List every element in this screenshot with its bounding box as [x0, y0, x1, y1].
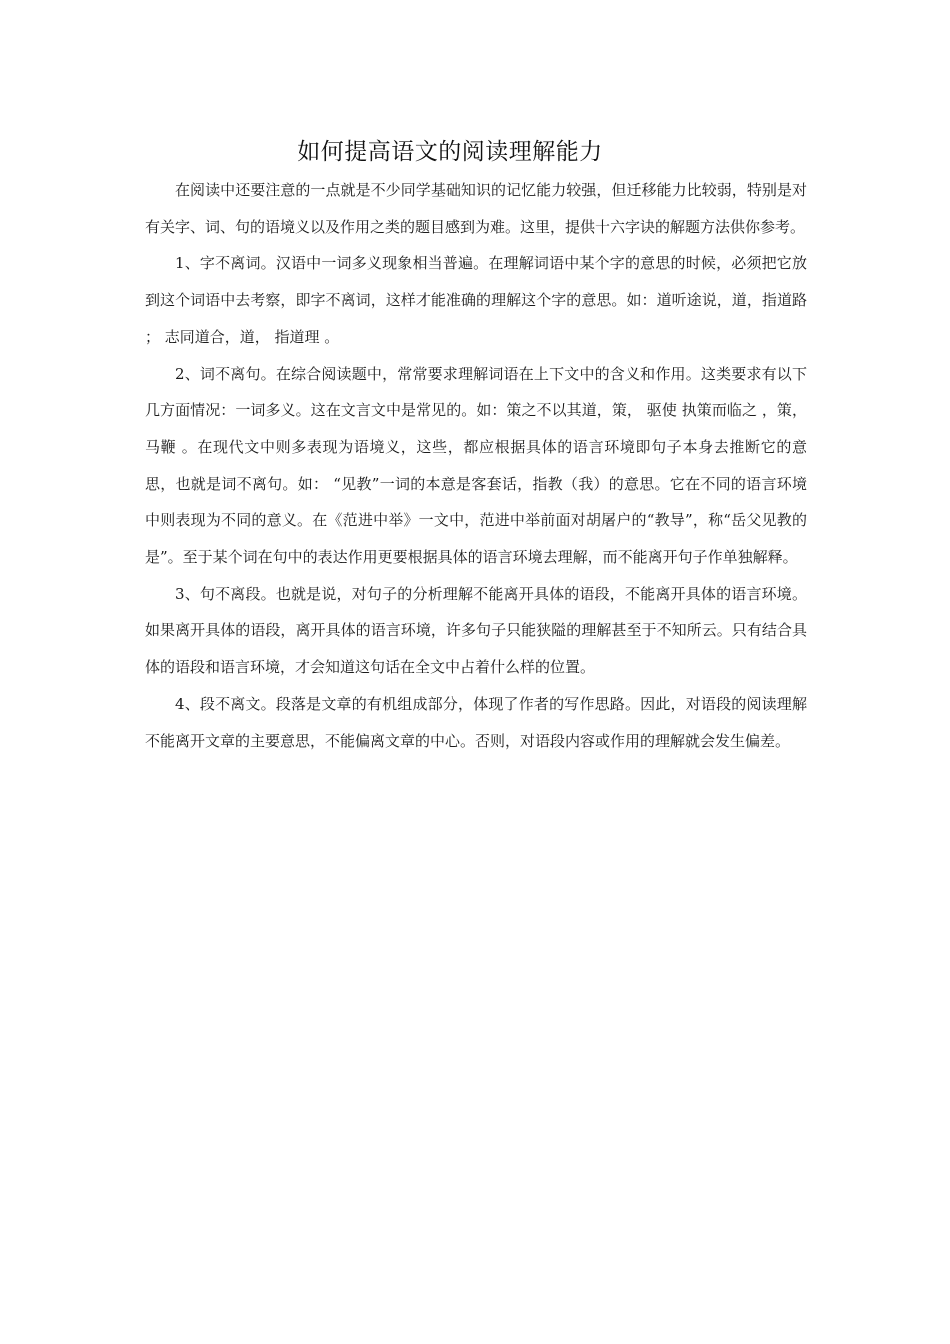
paragraph-word-not-leave-phrase: 1、字不离词。汉语中一词多义现象相当普遍。在理解词语中某个字的意思的时候，必须把它放到这个词语中去考察，即字不离词，这样才能准确的理解这个字的意思。如：道听途说，道，指道路 ； 志同道合，道， 指道理 。: [145, 254, 807, 346]
paragraph-phrase-not-leave-sentence: 2、词不离句。在综合阅读题中，常常要求理解词语在上下文中的含义和作用。这类要求有以下几方面情况：一词多义。这在文言文中是常见的。如：策之不以其道，策， 驱使 执策而临之 ，策，马鞭 。在现代文中则多表现为语境义，这些，都应根据具体的语言环境即句子本身去推断它的意思，也就是词不离句。如： “见教”一词的本意是客套话，指教（我）的意思。它在不同的语言环境中则表现为不同的意义。在《范进中举》一文中，范进中举前面对胡屠户的“教导”，称“岳父见教的是”。至于某个词在句中的表达作用更要根据具体的语言环境去理解，而不能离开句子作单独解释。: [145, 364, 807, 567]
intro-paragraph: 在阅读中还要注意的一点就是不少同学基础知识的记忆能力较强，但迁移能力比较弱，特别是对有关字、词、句的语境义以及作用之类的题目感到为难。这里，提供十六字诀的解题方法供你参考。: [145, 181, 807, 236]
paragraph-section-not-leave-text: 4、段不离文。段落是文章的有机组成部分，体现了作者的写作思路。因此，对语段的阅读理解不能离开文章的主要意思，不能偏离文章的中心。否则，对语段内容或作用的理解就会发生偏差。: [145, 694, 807, 750]
document-title: 如何提高语文的阅读理解能力: [297, 139, 603, 165]
document-body: [145, 172, 807, 759]
paragraph-sentence-not-leave-section: 3、句不离段。也就是说，对句子的分析理解不能离开具体的语段，不能离开具体的语言环境。如果离开具体的语段，离开具体的语言环境，许多句子只能狭隘的理解甚至于不知所云。只有结合具体的语段和语言环境，才会知道这句话在全文中占着什么样的位置。: [145, 584, 807, 677]
